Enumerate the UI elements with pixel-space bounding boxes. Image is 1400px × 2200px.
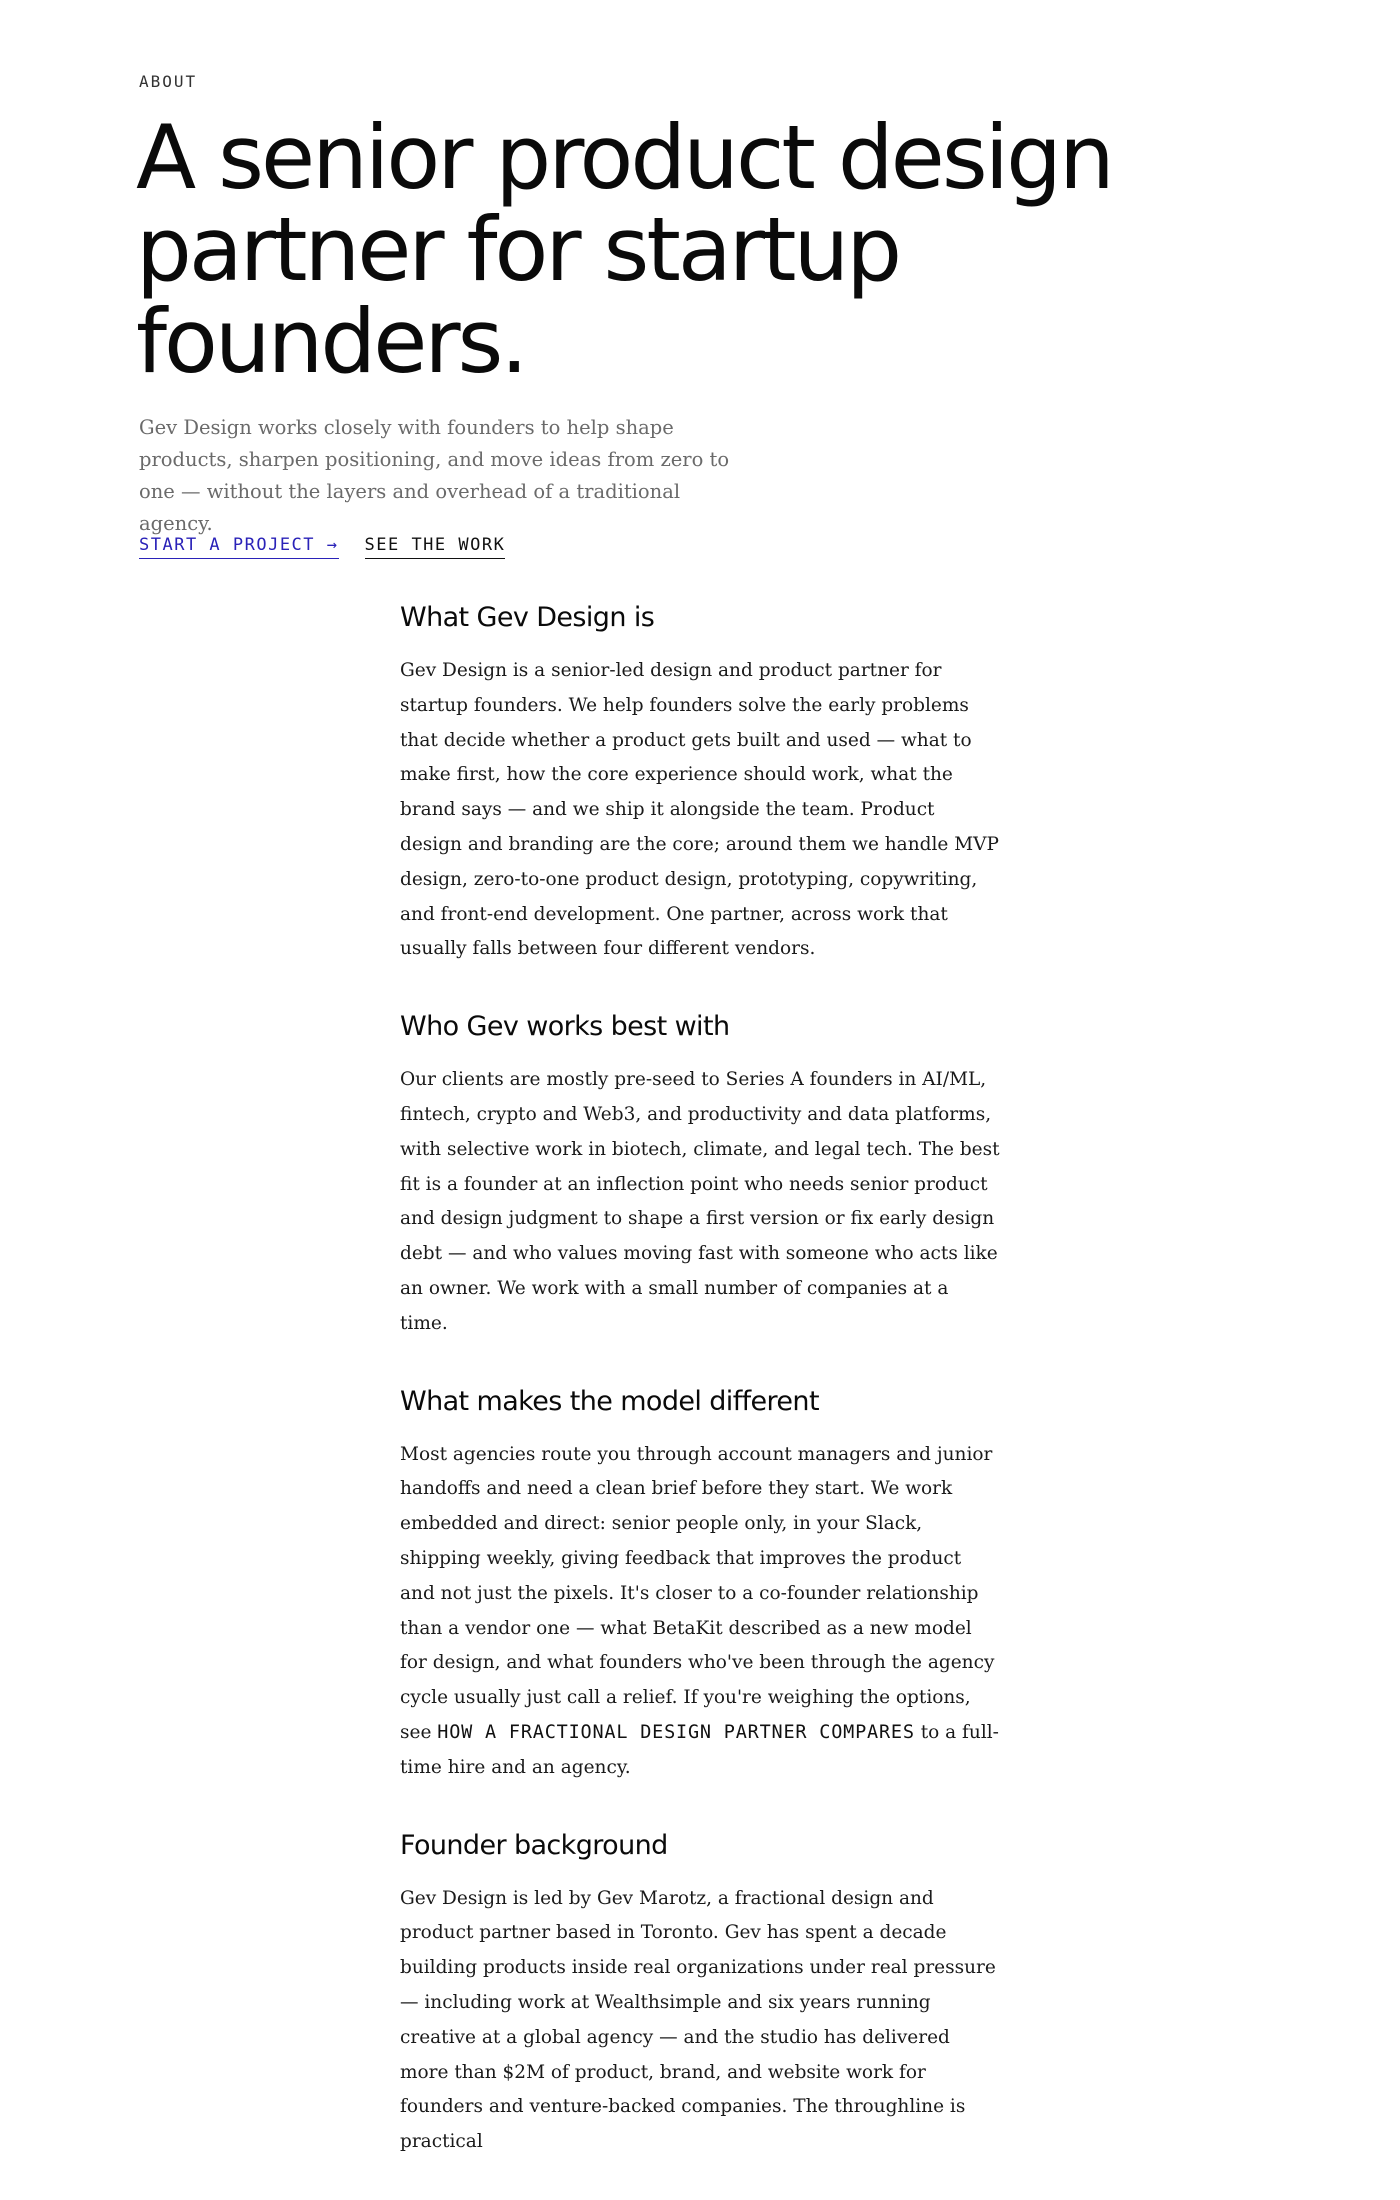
hero-subtitle: Gev Design works closely with founders to help shape products, sharpen positioning, and move ideas from zero to one — without the layers and overhead of a traditional agency. (139, 416, 730, 535)
section-body-text: Most agencies route you through account managers and junior handoffs and need a clean brief before they start. We work embedded and direct: senior people only, in your Slack, shipping weekly, giving feedback that improves the product and not just the pixels. It's closer to a co-founder relationship than a vendor one — what BetaKit described as a new model for design, and what founders who've been through the agency cycle usually just call a relief. If you're weighing the options, see (400, 1443, 995, 1743)
about-content (400, 598, 1000, 2200)
section-heading: What makes the model different (400, 1385, 819, 1417)
section-who-gev-works-with (400, 1007, 1000, 1341)
section-body: Gev Design is a senior-led design and product partner for startup founders. We help founders solve the early problems that decide whether a product gets built and used — what to make first, how the core experience should work, what the brand says — and we ship it alongside the team. Product design and branding are the core; around them we handle MVP design, zero-to-one product design, prototyping, copywriting, and front-end development. One partner, across work that usually falls between four different vendors. (400, 660, 999, 960)
section-heading: Founder background (400, 1829, 668, 1861)
eyebrow-label: ABOUT (139, 72, 198, 91)
section-founder-background (400, 1826, 1000, 2160)
start-project-link[interactable]: START A PROJECT → (139, 534, 339, 559)
section-heading: Who Gev works best with (400, 1011, 730, 1043)
section-model-different (400, 1382, 1000, 1786)
see-work-link[interactable]: SEE THE WORK (365, 534, 506, 559)
section-body (400, 1438, 1000, 1786)
hero-title: A senior product design partner for startup founders. (136, 106, 1112, 393)
section-what-gev-design-is (400, 598, 1000, 967)
section-body-text: to a full-time hire and an agency. (400, 1721, 999, 1778)
fractional-partner-comparison-link[interactable]: HOW A FRACTIONAL DESIGN PARTNER COMPARES (437, 1721, 915, 1743)
section-body: Gev Design is led by Gev Marotz, a fractional design and product partner based in Toronto. Gev has spent a decade building products inside real organizations under real pressure — including work at Wealthsimple and six years running creative at a global agency — and the studio has delivered more than $2M of product, brand, and website work for founders and venture-backed companies. The throughline is practical (400, 1887, 996, 2153)
section-heading: What Gev Design is (400, 602, 655, 633)
section-body: Our clients are mostly pre-seed to Series A founders in AI/ML, fintech, crypto and Web3, and productivity and data platforms, with selective work in biotech, climate, and legal tech. The best fit is a founder at an inflection point who needs senior product and design judgment to shape a first version or fix early design debt — and who values moving fast with someone who acts like an owner. We work with a small number of companies at a time. (400, 1069, 1000, 1334)
hero-cta-group (139, 534, 505, 559)
